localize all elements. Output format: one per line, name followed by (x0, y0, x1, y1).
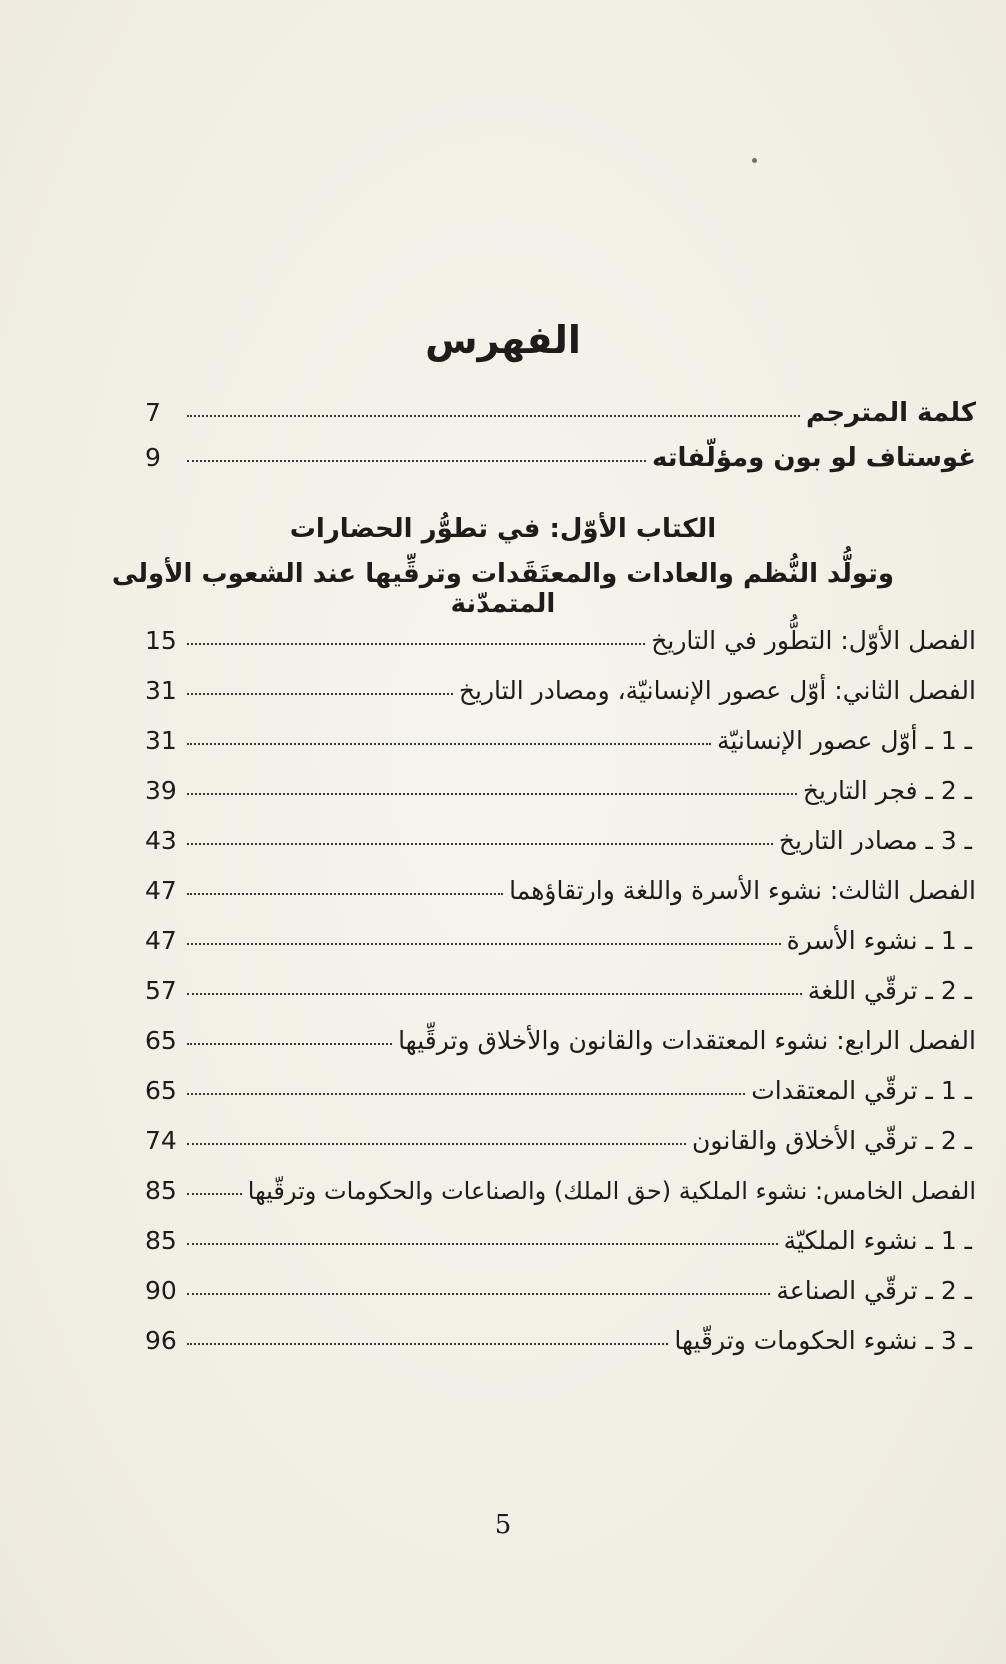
toc-entry-label: ـ 3 ـ نشوء الحكومات وترقّيها (674, 1326, 972, 1355)
page-title: الفهرس (425, 318, 581, 362)
toc-entry-label: ـ 1 ـ نشوء الأسرة (786, 926, 972, 955)
toc-leader-dots (187, 1043, 392, 1045)
toc-entry-section-4-2[interactable] (145, 1126, 976, 1172)
toc-entry-label: الفصل الخامس: نشوء الملكية (حق الملك) والصناعات والحكومات وترقّيها (247, 1177, 976, 1205)
toc-leader-dots (187, 743, 711, 745)
toc-entry-section-5-3[interactable] (145, 1326, 976, 1372)
toc-entry-page: 39 (145, 776, 177, 805)
toc-entry-section-2-2[interactable] (145, 776, 976, 822)
ink-speck (752, 158, 757, 163)
toc-entry-label: غوستاف لو بون ومؤلّفاته (651, 443, 976, 473)
toc-entry-page: 57 (145, 976, 177, 1005)
toc-leader-dots (187, 1343, 668, 1345)
toc-entry-chapter-4[interactable] (145, 1026, 976, 1072)
toc-entry-page: 31 (145, 676, 177, 705)
toc-entry-page: 74 (145, 1126, 177, 1155)
toc-entry-section-4-1[interactable] (145, 1076, 976, 1122)
toc-leader-dots (187, 1193, 242, 1195)
toc-entry-page: 90 (145, 1276, 177, 1305)
toc-entry-page: 65 (145, 1026, 177, 1055)
toc-leader-dots (187, 460, 646, 462)
toc-leader-dots (187, 793, 797, 795)
toc-entry-label: كلمة المترجم (805, 398, 976, 428)
toc-entry-section-3-1[interactable] (145, 926, 976, 972)
toc-entry-page: 47 (145, 926, 177, 955)
toc-entry-label: ـ 2 ـ ترقّي الصناعة (776, 1276, 972, 1305)
toc-entry-page: 65 (145, 1076, 177, 1105)
toc-entry-label: ـ 1 ـ ترقّي المعتقدات (751, 1076, 972, 1105)
page-number: 5 (494, 1510, 512, 1540)
toc-leader-dots (187, 943, 781, 945)
toc-leader-dots (187, 1293, 770, 1295)
toc-entry-label: الفصل الثالث: نشوء الأسرة واللغة وارتقاؤهما (509, 876, 976, 905)
toc-entry-page: 85 (145, 1226, 177, 1255)
toc-entry-page: 7 (145, 398, 161, 427)
toc-leader-dots (187, 993, 802, 995)
toc-entry-label: الفصل الثاني: أوّل عصور الإنسانيّة، ومصادر التاريخ (458, 676, 976, 705)
toc-entry-section-5-2[interactable] (145, 1276, 976, 1322)
toc-leader-dots (187, 1243, 778, 1245)
toc-entry-author-works[interactable] (145, 443, 976, 489)
toc-entry-section-2-3[interactable] (145, 826, 976, 872)
toc-entry-label: ـ 2 ـ ترقّي الأخلاق والقانون (692, 1126, 972, 1155)
toc-leader-dots (187, 1093, 745, 1095)
toc-leader-dots (187, 693, 453, 695)
toc-entry-page: 31 (145, 726, 177, 755)
toc-leader-dots (187, 843, 773, 845)
toc-entry-page: 9 (145, 443, 161, 472)
toc-entry-chapter-1[interactable] (145, 626, 976, 672)
toc-entry-page: 47 (145, 876, 177, 905)
toc-leader-dots (187, 893, 503, 895)
toc-entry-label: الفصل الأوّل: التطُّور في التاريخ (651, 626, 976, 655)
toc-entry-page: 43 (145, 826, 177, 855)
book-heading-line-2: وتولُّد النُّظم والعادات والمعتَقَدات وترقِّيها عند الشعوب الأولى المتمدّنة (111, 559, 895, 619)
toc-entry-page: 85 (145, 1176, 177, 1205)
toc-entry-chapter-5[interactable] (145, 1176, 976, 1222)
toc-entry-section-3-2[interactable] (145, 976, 976, 1022)
toc-entry-page: 15 (145, 626, 177, 655)
toc-entry-chapter-3[interactable] (145, 876, 976, 922)
toc-leader-dots (187, 415, 800, 417)
toc-entry-label: ـ 2 ـ فجر التاريخ (802, 776, 972, 805)
toc-leader-dots (187, 1143, 686, 1145)
toc-entry-label: ـ 1 ـ أوّل عصور الإنسانيّة (716, 726, 972, 755)
toc-entry-label: ـ 3 ـ مصادر التاريخ (778, 826, 972, 855)
toc-entry-page: 96 (145, 1326, 177, 1355)
toc-entry-chapter-2[interactable] (145, 676, 976, 722)
toc-entry-section-5-1[interactable] (145, 1226, 976, 1272)
toc-entry-translator-note[interactable] (145, 398, 976, 444)
book-heading-line-1: الكتاب الأوّل: في تطوُّر الحضارات (289, 514, 717, 544)
toc-entry-label: ـ 1 ـ نشوء الملكيّة (783, 1226, 972, 1255)
toc-entry-label: الفصل الرابع: نشوء المعتقدات والقانون والأخلاق وترقِّيها (398, 1026, 976, 1055)
toc-entry-section-2-1[interactable] (145, 726, 976, 772)
toc-leader-dots (187, 643, 645, 645)
toc-entry-label: ـ 2 ـ ترقّي اللغة (807, 976, 972, 1005)
